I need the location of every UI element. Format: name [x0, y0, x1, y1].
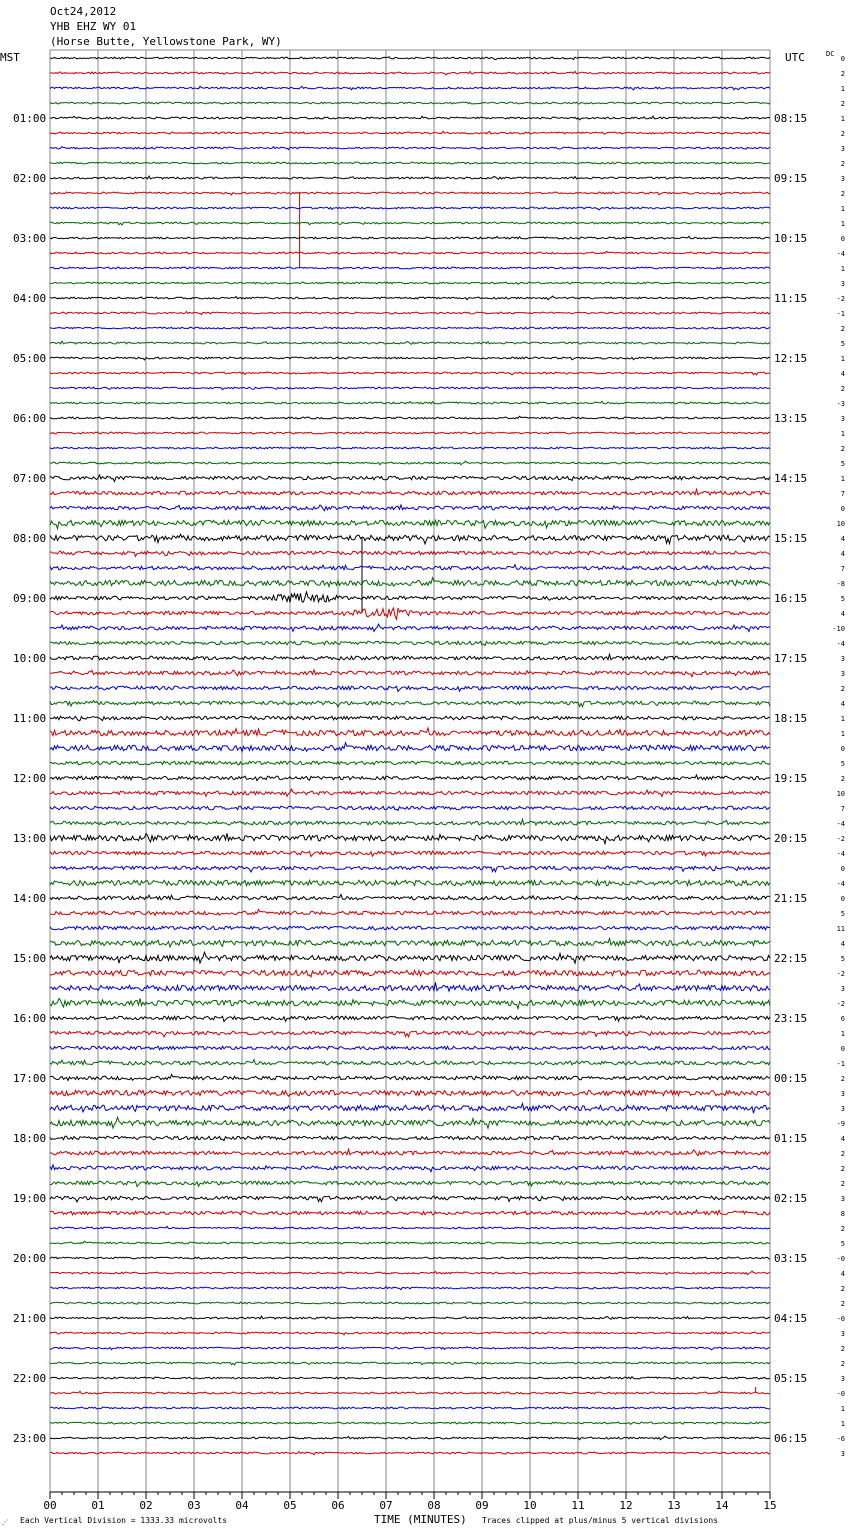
- dc-offset-value: 7: [840, 805, 845, 813]
- seismic-trace: [50, 1347, 770, 1350]
- x-tick-label: 15: [763, 1499, 777, 1512]
- dc-offset-value: 2: [840, 1075, 845, 1083]
- utc-hour-label: 22:15: [774, 952, 808, 965]
- dc-offset-value: 1: [840, 715, 845, 723]
- dc-offset-value: -4: [836, 850, 845, 858]
- dc-offset-value: 1: [840, 265, 845, 273]
- dc-offset-value: 2: [840, 325, 845, 333]
- dc-offset-value: -4: [836, 820, 845, 828]
- dc-offset-value: -9: [836, 1120, 845, 1128]
- utc-hour-label: 18:15: [774, 712, 808, 725]
- seismic-trace: [50, 910, 770, 916]
- utc-hour-label: 14:15: [774, 472, 808, 485]
- utc-hour-label: 08:15: [774, 112, 808, 125]
- plot-frame: [50, 50, 770, 1492]
- seismic-trace: [50, 701, 770, 707]
- seismic-trace: [50, 236, 770, 239]
- seismic-trace: [50, 819, 770, 825]
- dc-offset-value: 2: [840, 775, 845, 783]
- x-tick-label: 02: [139, 1499, 153, 1512]
- utc-hour-label: 03:15: [774, 1252, 808, 1265]
- seismic-trace: [50, 1075, 770, 1081]
- seismic-trace: [50, 416, 770, 419]
- utc-hour-label: 10:15: [774, 232, 808, 245]
- seismic-trace: [50, 1257, 770, 1259]
- mst-hour-label: 23:00: [13, 1432, 47, 1445]
- dc-offset-value: -2: [836, 295, 845, 303]
- mst-hour-label: 20:00: [13, 1252, 47, 1265]
- dc-offset-value: 3: [840, 985, 845, 993]
- seismic-trace: [50, 1302, 770, 1304]
- x-axis-title: TIME (MINUTES): [374, 1513, 467, 1526]
- seismic-trace: [50, 505, 770, 511]
- x-tick-label: 07: [379, 1499, 393, 1512]
- seismic-trace: [50, 147, 770, 150]
- seismic-trace: [50, 207, 770, 210]
- x-tick-label: 03: [187, 1499, 201, 1512]
- dc-offset-value: -4: [836, 880, 845, 888]
- dc-offset-value: -0: [836, 1255, 845, 1263]
- seismic-trace: [50, 57, 770, 60]
- dc-offset-value: 1: [840, 85, 845, 93]
- dc-offset-value: 2: [840, 385, 845, 393]
- seismic-trace: [50, 312, 770, 315]
- seismic-trace: [50, 775, 770, 781]
- seismic-trace: [50, 716, 770, 721]
- mst-hour-label: 03:00: [13, 232, 47, 245]
- seismic-trace: [50, 1046, 770, 1050]
- seismic-trace: [50, 939, 770, 947]
- seismic-trace: [50, 608, 770, 619]
- seismic-trace: [50, 654, 770, 660]
- seismic-trace: [50, 1136, 770, 1140]
- dc-offset-value: -3: [836, 400, 845, 408]
- seismic-trace: [50, 1332, 770, 1335]
- seismic-trace: [50, 670, 770, 677]
- dc-offset-value: 0: [840, 235, 845, 243]
- seismic-trace: [50, 1271, 770, 1275]
- seismic-trace: [50, 102, 770, 104]
- x-tick-label: 12: [619, 1499, 633, 1512]
- dc-offset-value: -1: [836, 1060, 845, 1068]
- seismic-trace: [50, 401, 770, 404]
- dc-offset-value: 3: [840, 655, 845, 663]
- mst-hour-label: 16:00: [13, 1012, 47, 1025]
- mst-hour-label: 06:00: [13, 412, 47, 425]
- utc-hour-label: 00:15: [774, 1072, 808, 1085]
- utc-hour-label: 15:15: [774, 532, 808, 545]
- seismic-trace: [50, 895, 770, 900]
- seismic-trace: [50, 1391, 770, 1394]
- seismic-trace: [50, 520, 770, 528]
- seismic-trace: [50, 789, 770, 796]
- dc-offset-value: 4: [840, 610, 845, 618]
- dc-offset-value: -2: [836, 1000, 845, 1008]
- dc-offset-value: 2: [840, 1150, 845, 1158]
- seismic-trace: [50, 851, 770, 857]
- seismic-trace: [50, 86, 770, 90]
- x-tick-label: 01: [91, 1499, 105, 1512]
- dc-offset-value: 1: [840, 205, 845, 213]
- utc-hour-label: 17:15: [774, 652, 808, 665]
- utc-hour-labels: [774, 112, 807, 1445]
- seismic-trace: [50, 1117, 770, 1128]
- x-tick-label: 08: [427, 1499, 441, 1512]
- utc-hour-label: 13:15: [774, 412, 808, 425]
- seismic-trace: [50, 387, 770, 390]
- right-timezone-label: UTC: [785, 51, 805, 64]
- dc-offset-value: -8: [836, 580, 845, 588]
- trace-group: [50, 57, 770, 1455]
- seismic-trace: [50, 116, 770, 120]
- dc-offset-value: 2: [840, 1285, 845, 1293]
- dc-offset-value: -2: [836, 970, 845, 978]
- dc-offset-value: 0: [840, 745, 845, 753]
- seismic-trace: [50, 1377, 770, 1379]
- seismic-trace: [50, 432, 770, 434]
- seismic-trace: [50, 489, 770, 495]
- x-tick-label: 10: [523, 1499, 537, 1512]
- dc-offset-value: 1: [840, 1405, 845, 1413]
- seismic-trace: [50, 624, 770, 631]
- dc-offset-value: 5: [840, 760, 845, 768]
- seismic-trace: [50, 551, 770, 557]
- dc-offset-value: 2: [840, 1360, 845, 1368]
- x-tick-label: 14: [715, 1499, 729, 1512]
- seismic-trace: [50, 866, 770, 872]
- seismic-trace: [50, 1316, 770, 1319]
- seismic-trace: [50, 728, 770, 736]
- dc-offset-value: 2: [840, 160, 845, 168]
- seismic-trace: [50, 998, 770, 1008]
- seismic-trace: [50, 1452, 770, 1455]
- seismic-trace: [50, 1104, 770, 1114]
- dc-offset-value: 2: [840, 70, 845, 78]
- dc-offset-value: 2: [840, 130, 845, 138]
- dc-offset-value: 1: [840, 1420, 845, 1428]
- dc-offset-value: 4: [840, 370, 845, 378]
- mst-hour-label: 19:00: [13, 1192, 47, 1205]
- seismic-trace: [50, 372, 770, 375]
- seismic-trace: [50, 176, 770, 179]
- seismic-trace: [50, 447, 770, 449]
- dc-offset-value: 11: [836, 925, 845, 933]
- mst-hour-labels: [13, 112, 46, 1445]
- utc-hour-label: 11:15: [774, 292, 808, 305]
- mst-hour-label: 08:00: [13, 532, 47, 545]
- dc-offset-value: 3: [840, 1195, 845, 1203]
- x-tick-label: 06: [331, 1499, 345, 1512]
- dc-offset-value: 3: [840, 280, 845, 288]
- seismic-trace: [50, 1422, 770, 1424]
- dc-offset-value: 3: [840, 1105, 845, 1113]
- dc-offset-value: -10: [832, 625, 845, 633]
- seismic-trace: [50, 578, 770, 587]
- mst-hour-label: 12:00: [13, 772, 47, 785]
- seismic-trace: [50, 1181, 770, 1187]
- dc-offset-value: -0: [836, 1390, 845, 1398]
- seismic-trace: [50, 1210, 770, 1215]
- dc-offset-value: 0: [840, 505, 845, 513]
- seismic-trace: [50, 327, 770, 329]
- seismic-trace: [50, 1287, 770, 1290]
- dc-offset-value: 10: [836, 790, 845, 798]
- utc-hour-label: 19:15: [774, 772, 808, 785]
- logo-mark: ⋰: [2, 1519, 8, 1526]
- utc-hour-label: 02:15: [774, 1192, 808, 1205]
- seismic-trace: [50, 743, 770, 752]
- dc-offset-value: 2: [840, 1345, 845, 1353]
- seismic-trace: [50, 162, 770, 164]
- dc-offset-value: 2: [840, 1300, 845, 1308]
- seismic-trace: [50, 1165, 770, 1172]
- station-location: (Horse Butte, Yellowstone Park, WY): [50, 35, 282, 48]
- utc-hour-label: 23:15: [774, 1012, 808, 1025]
- seismic-trace: [50, 1226, 770, 1229]
- seismic-trace: [50, 1031, 770, 1037]
- seismic-trace: [50, 1060, 770, 1065]
- dc-offset-value: 2: [840, 445, 845, 453]
- utc-hour-label: 04:15: [774, 1312, 808, 1325]
- dc-offset-value: 3: [840, 415, 845, 423]
- dc-offset-value: 5: [840, 595, 845, 603]
- dc-offset-value: 4: [840, 700, 845, 708]
- dc-offset-value: 2: [840, 1225, 845, 1233]
- utc-hour-label: 16:15: [774, 592, 808, 605]
- mst-hour-label: 01:00: [13, 112, 47, 125]
- dc-offset-labels: [832, 55, 845, 1458]
- mst-hour-label: 11:00: [13, 712, 47, 725]
- dc-offset-value: 5: [840, 460, 845, 468]
- mst-hour-label: 09:00: [13, 592, 47, 605]
- dc-offset-value: 1: [840, 430, 845, 438]
- seismic-trace: [50, 641, 770, 645]
- dc-offset-value: 0: [840, 1045, 845, 1053]
- dc-offset-value: 10: [836, 520, 845, 528]
- seismic-trace: [50, 251, 770, 254]
- dc-offset-value: 3: [840, 1450, 845, 1458]
- seismic-trace: [50, 833, 770, 843]
- mst-hour-label: 05:00: [13, 352, 47, 365]
- clip-note: Traces clipped at plus/minus 5 vertical divisions: [482, 1516, 719, 1525]
- dc-offset-value: 2: [840, 100, 845, 108]
- mst-hour-label: 22:00: [13, 1372, 47, 1385]
- mst-hour-label: 17:00: [13, 1072, 47, 1085]
- utc-hour-label: 20:15: [774, 832, 808, 845]
- x-tick-label: 04: [235, 1499, 249, 1512]
- dc-offset-value: 0: [840, 865, 845, 873]
- dc-offset-value: 3: [840, 1375, 845, 1383]
- seismic-trace: [50, 970, 770, 977]
- time-grid: [50, 50, 770, 1492]
- dc-offset-value: -0: [836, 1315, 845, 1323]
- dc-offset-value: -6: [836, 1435, 845, 1443]
- seismic-trace: [50, 982, 770, 991]
- left-timezone-label: MST: [0, 51, 20, 64]
- dc-column-label: DC: [826, 50, 835, 58]
- dc-offset-value: 3: [840, 175, 845, 183]
- time-axis: [43, 1492, 776, 1512]
- utc-hour-label: 12:15: [774, 352, 808, 365]
- utc-hour-label: 06:15: [774, 1432, 808, 1445]
- dc-offset-value: -1: [836, 310, 845, 318]
- mst-hour-label: 13:00: [13, 832, 47, 845]
- seismic-trace: [50, 880, 770, 885]
- seismic-trace: [50, 686, 770, 691]
- record-date: Oct24,2012: [50, 5, 117, 18]
- seismic-trace: [50, 592, 770, 602]
- utc-hour-label: 01:15: [774, 1132, 808, 1145]
- dc-offset-value: 3: [840, 1090, 845, 1098]
- seismic-trace: [50, 192, 770, 195]
- dc-offset-value: 8: [840, 1210, 845, 1218]
- scale-note: Each Vertical Division = 1333.33 microvolts: [20, 1516, 228, 1525]
- seismic-trace: [50, 806, 770, 810]
- seismic-trace: [50, 926, 770, 930]
- seismic-trace: [50, 1196, 770, 1202]
- seismic-trace: [50, 222, 770, 225]
- seismic-trace: [50, 1016, 770, 1022]
- dc-offset-value: 2: [840, 1180, 845, 1188]
- dc-offset-value: 4: [840, 550, 845, 558]
- seismic-trace: [50, 296, 770, 300]
- mst-hour-label: 02:00: [13, 172, 47, 185]
- dc-offset-value: 4: [840, 535, 845, 543]
- dc-offset-value: 7: [840, 490, 845, 498]
- dc-offset-value: 6: [840, 1015, 845, 1023]
- dc-offset-value: 1: [840, 1030, 845, 1038]
- x-tick-label: 13: [667, 1499, 681, 1512]
- utc-hour-label: 09:15: [774, 172, 808, 185]
- dc-offset-value: -2: [836, 835, 845, 843]
- dc-offset-value: 1: [840, 730, 845, 738]
- seismic-trace: [50, 565, 770, 570]
- dc-offset-value: 1: [840, 475, 845, 483]
- dc-offset-value: 2: [840, 1165, 845, 1173]
- dc-offset-value: 5: [840, 1240, 845, 1248]
- dc-offset-value: 7: [840, 565, 845, 573]
- mst-hour-label: 14:00: [13, 892, 47, 905]
- seismic-trace: [50, 1090, 770, 1096]
- dc-offset-value: 3: [840, 145, 845, 153]
- dc-offset-value: 2: [840, 685, 845, 693]
- dc-offset-value: 4: [840, 1270, 845, 1278]
- dc-offset-value: 5: [840, 910, 845, 918]
- dc-offset-value: 1: [840, 115, 845, 123]
- mst-hour-label: 04:00: [13, 292, 47, 305]
- seismic-trace: [50, 341, 770, 344]
- dc-offset-value: -4: [836, 250, 845, 258]
- seismic-trace: [50, 461, 770, 465]
- mst-hour-label: 07:00: [13, 472, 47, 485]
- x-tick-label: 05: [283, 1499, 297, 1512]
- x-tick-label: 00: [43, 1499, 57, 1512]
- dc-offset-value: -4: [836, 640, 845, 648]
- mst-hour-label: 18:00: [13, 1132, 47, 1145]
- dc-offset-value: 5: [840, 955, 845, 963]
- mst-hour-label: 15:00: [13, 952, 47, 965]
- seismic-trace: [50, 534, 770, 544]
- mst-hour-label: 10:00: [13, 652, 47, 665]
- dc-offset-value: 1: [840, 355, 845, 363]
- dc-offset-value: 4: [840, 1135, 845, 1143]
- dc-offset-value: 3: [840, 1330, 845, 1338]
- dc-offset-value: 5: [840, 340, 845, 348]
- x-tick-label: 09: [475, 1499, 489, 1512]
- dc-offset-value: 0: [840, 55, 845, 63]
- utc-hour-label: 21:15: [774, 892, 808, 905]
- seismic-trace: [50, 282, 770, 284]
- dc-offset-value: 2: [840, 190, 845, 198]
- seismic-trace: [50, 761, 770, 765]
- seismic-trace: [50, 952, 770, 963]
- seismic-trace: [50, 267, 770, 269]
- seismic-trace: [50, 475, 770, 482]
- dc-offset-value: 0: [840, 895, 845, 903]
- seismic-trace: [50, 1241, 770, 1244]
- seismic-trace: [50, 71, 770, 75]
- seismic-trace: [50, 1407, 770, 1409]
- seismic-trace: [50, 131, 770, 134]
- dc-offset-value: 4: [840, 940, 845, 948]
- utc-hour-label: 05:15: [774, 1372, 808, 1385]
- seismic-trace: [50, 357, 770, 360]
- dc-offset-value: 3: [840, 670, 845, 678]
- station-code: YHB EHZ WY 01: [50, 20, 137, 33]
- mst-hour-label: 21:00: [13, 1312, 47, 1325]
- x-tick-label: 11: [571, 1499, 585, 1512]
- seismic-trace: [50, 1362, 770, 1365]
- dc-offset-value: 1: [840, 220, 845, 228]
- seismic-trace: [50, 1149, 770, 1155]
- seismic-trace: [50, 1436, 770, 1440]
